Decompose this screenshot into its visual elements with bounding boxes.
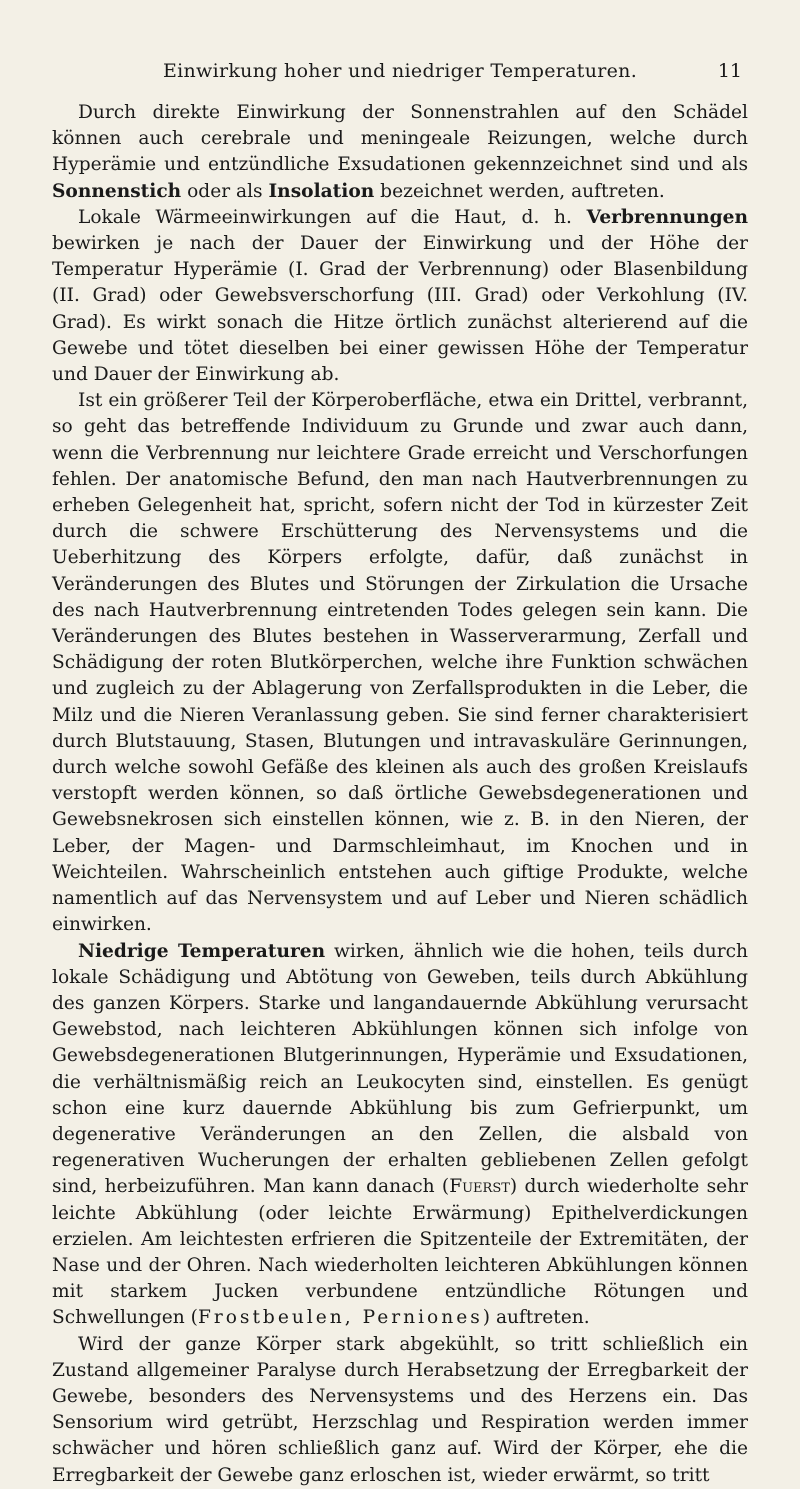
paragraph — [52, 939, 748, 1332]
running-header — [52, 60, 748, 100]
text-segment: bewirken je nach der Dauer der Einwirkung und der Höhe der Temperatur Hyperämie (I. Grad der Verbrennung) oder Blasenbildung (II. Grad) oder Gewebsverschorfung (III. Grad) oder Verkohlung (IV. Grad). Es wirkt sonach die Hitze örtlich zunächst alterierend auf die Gewebe und tötet dieselben bei einer gewissen Höhe der Temperatur und Dauer der Einwirkung ab. — [52, 233, 748, 386]
paragraph — [52, 388, 748, 938]
paragraph — [52, 1332, 748, 1489]
emphasized-term: Insolation — [268, 180, 375, 202]
text-segment: ) auftreten. — [482, 1307, 590, 1329]
text-segment: Lokale Wärmeeinwirkungen auf die Haut, d. h. — [78, 206, 587, 228]
page-number: 11 — [717, 60, 742, 82]
body-text — [52, 100, 748, 1489]
text-segment: Durch direkte Einwirkung der Sonnenstrahlen auf den Schädel können auch cerebrale und meningeale Reizungen, welche durch Hyperämie und entzündliche Exsudationen gekennzeichnet sind und als — [52, 102, 748, 176]
text-segment: wirken, ähnlich wie die hohen, teils durch lokale Schädigung und Abtötung von Geweben, teils durch Abkühlung des ganzen Körpers. Starke und langandauernde Abkühlung verursacht Gewebstod, nach leichteren Abkühlungen können sich infolge von Gewebsdegenerationen Blutgerinnungen, Hyperämie und Exsudationen, die verhältnismäßig reich an Leukocyten sind, einstellen. Es genügt schon eine kurz dauernde Abkühlung bis zum Gefrierpunkt, um degenerative Veränderungen an den Zellen, die alsbald von regenerativen Wucherungen der erhalten gebliebenen Zellen gefolgt sind, herbeizuführen. Man kann danach ( — [52, 940, 748, 1198]
styled-text: Fuerst — [449, 1176, 510, 1198]
emphasized-term: Sonnenstich — [52, 180, 182, 202]
paragraph — [52, 100, 748, 205]
emphasized-term: Niedrige Temperaturen — [78, 940, 326, 962]
text-segment: bezeichnet werden, auftreten. — [374, 180, 665, 202]
text-segment: Ist ein größerer Teil der Körperoberfläche, etwa ein Drittel, verbrannt, so geht das betreffende Individuum zu Grunde und zwar auch dann, wenn die Verbrennung nur leichtere Grade erreicht und Verschorfungen fehlen. Der anatomische Befund, den man nach Hautverbrennungen zu erheben Gelegenheit hat, spricht, sofern nicht der Tod in kürzester Zeit durch die schwere Erschütterung des Nervensystems und die Ueberhitzung des Körpers erfolgte, dafür, daß zunächst in Veränderungen des Blutes und Störungen der Zirkulation die Ursache des nach Hautverbrennung eintretenden Todes gelegen sein kann. Die Veränderungen des Blutes bestehen in Wasserverarmung, Zerfall und Schädigung der roten Blutkörperchen, welche ihre Funktion schwächen und zugleich zu der Ablagerung von Zerfallsprodukten in die Leber, die Milz und die Nieren Veranlassung geben. Sie sind ferner charakterisiert durch Blutstauung, Stasen, Blutungen und intravaskuläre Gerinnungen, durch welche sowohl Gefäße des kleinen als auch des großen Kreislaufs verstopft werden können, so daß örtliche Gewebsdegenerationen und Gewebsnekrosen sich einstellen können, wie z. B. in den Nieren, der Leber, der Magen- und Darmschleimhaut, im Knochen und in Weichteilen. Wahrscheinlich entstehen auch giftige Produkte, welche namentlich auf das Nervensystem und auf Leber und Nieren schädlich einwirken. — [52, 390, 748, 936]
styled-text: Frostbeulen, Perniones — [197, 1307, 483, 1329]
text-segment: oder als — [181, 180, 269, 202]
header-title: Einwirkung hoher und niedriger Temperaturen. — [162, 60, 638, 82]
paragraph — [52, 205, 748, 388]
text-segment: Wird der ganze Körper stark abgekühlt, so tritt schließlich ein Zustand allgemeiner Paralyse durch Herabsetzung der Erregbarkeit der Gewebe, besonders des Nervensystems und des Herzens ein. Das Sensorium wird getrübt, Herzschlag und Respiration werden immer schwächer und hören schließlich ganz auf. Wird der Körper, ehe die Erregbarkeit der Gewebe ganz erloschen ist, wieder erwärmt, so tritt — [52, 1333, 748, 1486]
text-segment: ) durch wiederholte sehr leichte Abkühlung (oder leichte Erwärmung) Epithelverdickungen erzielen. Am leichtesten erfrieren die Spitzenteile der Extremitäten, der Nase und der Ohren. Nach wiederholten leichteren Abkühlungen können mit starkem Jucken verbundene entzündliche Rötungen und Schwellungen ( — [52, 1176, 748, 1329]
emphasized-term: Verbrennungen — [586, 206, 748, 228]
